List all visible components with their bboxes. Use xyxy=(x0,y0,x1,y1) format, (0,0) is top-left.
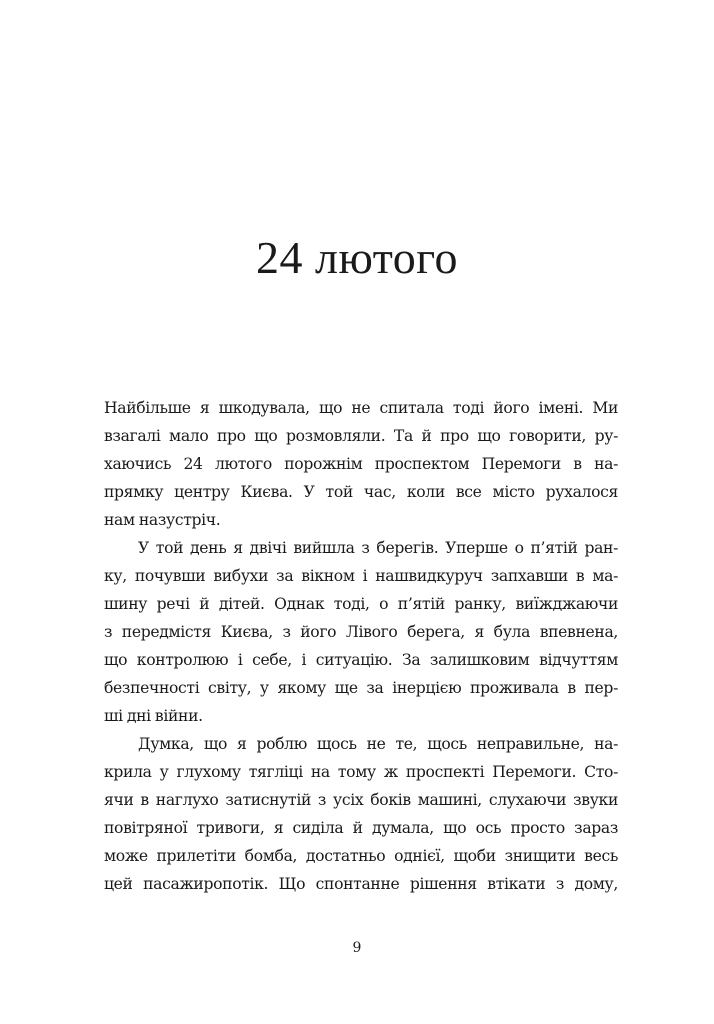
text-line: нам назустріч. xyxy=(104,511,221,529)
text-line: що контролюю і себе, і ситуацію. За залишковим відчуттям xyxy=(104,651,618,669)
text-line: Найбільше я шкодувала, що не спитала тоді його імені. Ми xyxy=(104,399,618,417)
text-line: ку, почувши вибухи за вікном і нашвидкуруч запхавши в ма- xyxy=(104,567,618,585)
text-line: повітряної тривоги, я сиділа й думала, що ось просто зараз xyxy=(104,819,618,837)
body-text xyxy=(104,394,618,898)
text-line: з передмістя Києва, з його Лівого берега, я була впевнена, xyxy=(104,623,618,641)
text-line: крила у глухому тягліці на тому ж проспекті Перемоги. Сто- xyxy=(104,763,618,781)
text-line: хаючись 24 лютого порожнім проспектом Перемоги в на- xyxy=(104,455,618,473)
paragraph-first-line: У той день я двічі вийшла з берегів. Уперше о п’ятій ран- xyxy=(138,539,618,557)
text-line: шину речі й дітей. Однак тоді, о п’ятій ранку, виїжджаючи xyxy=(104,595,618,613)
text-line: цей пасажиропотік. Що спонтанне рішення втікати з дому, xyxy=(104,875,618,893)
text-line: ші дні війни. xyxy=(104,707,203,725)
chapter-title: 24 лютого xyxy=(256,232,458,283)
text-line: взагалі мало про що розмовляли. Та й про що говорити, ру- xyxy=(104,427,618,445)
paragraph-first-line: Думка, що я роблю щось не те, щось неправильне, на- xyxy=(138,735,618,753)
page-number: 9 xyxy=(352,940,362,956)
text-line: ячи в наглухо затиснутій з усіх боків машині, слухаючи звуки xyxy=(104,791,618,809)
text-line: прямку центру Києва. У той час, коли все місто рухалося xyxy=(104,483,618,501)
text-line: безпечності світу, у якому ще за інерцією проживала в пер- xyxy=(104,679,618,697)
text-line: може прилетіти бомба, достатньо однієї, щоби знищити весь xyxy=(104,847,618,865)
